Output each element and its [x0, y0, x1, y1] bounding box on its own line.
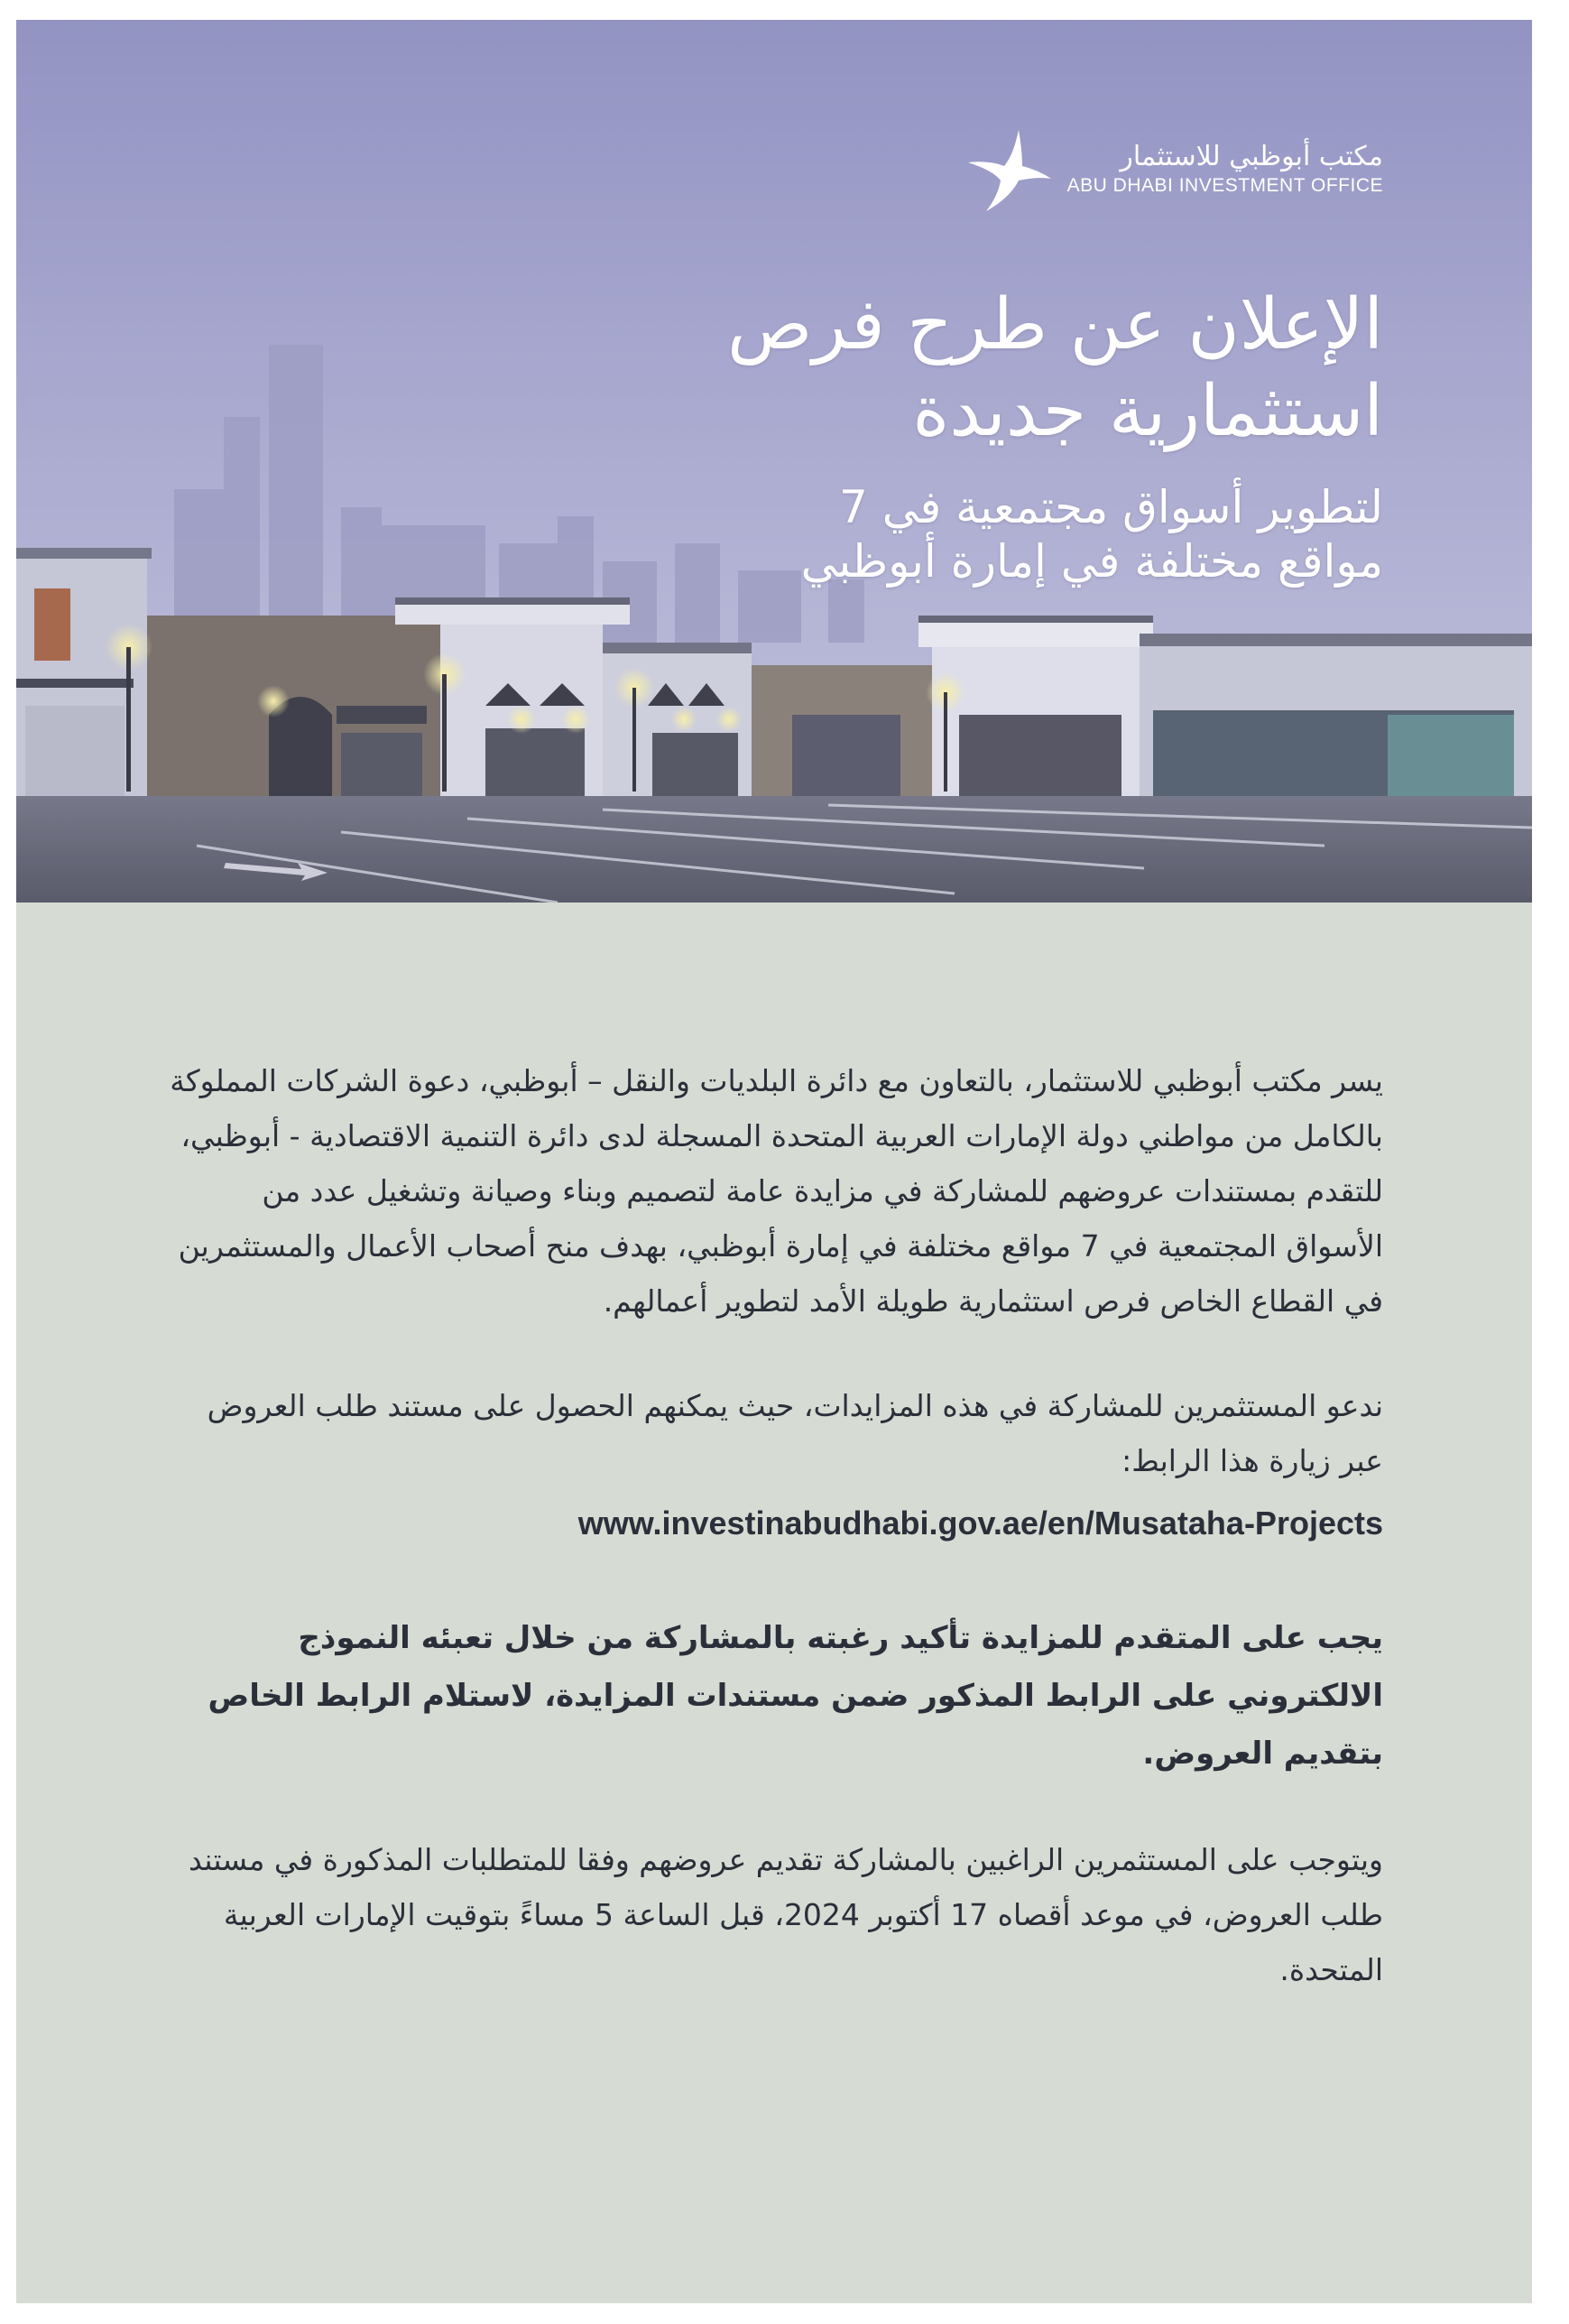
hero-subtitle	[481, 480, 1383, 588]
registration-paragraph: يجب على المتقدم للمزايدة تأكيد رغبته بالمشاركة من خلال تعبئه النموذج الالكتروني على الرابط المذكور ضمن مستندات المزايدة، لاستلام الرابط الخاص بتقديم العروض.	[208, 1620, 1383, 1772]
hero-title-line-1: الإعلان عن طرح فرص	[727, 284, 1383, 366]
hero-title	[481, 282, 1383, 455]
announcement-page	[16, 20, 1532, 2303]
logo-arabic-name: مكتب أبوظبي للاستثمار	[1120, 141, 1383, 172]
hero-banner	[16, 20, 1532, 903]
abu-dhabi-investment-office-logo	[964, 126, 1383, 213]
deadline-paragraph: ويتوجب على المستثمرين الراغبين بالمشاركة تقديم عروضهم وفقا للمتطلبات المذكورة في مستند طلب العروض، في موعد أقصاه 17 أكتوبر 2024، قبل الساعة 5 مساءً بتوقيت الإمارات العربية المتحدة.	[189, 1842, 1383, 1987]
hero-title-line-2: استثمارية جديدة	[912, 371, 1383, 452]
hero-subtitle-line-2: مواقع مختلفة في إمارة أبوظبي	[800, 535, 1383, 588]
announcement-body	[165, 1053, 1383, 2047]
logo-english-name: ABU DHABI INVESTMENT OFFICE	[1066, 175, 1383, 196]
invitation-paragraph: ندعو المستثمرين للمشاركة في هذه المزايدات، حيث يمكنهم الحصول على مستند طلب العروض عبر زيارة هذا الرابط:	[207, 1388, 1383, 1478]
projects-link[interactable]: www.investinabudhabi.gov.ae/en/Musataha-Projects	[577, 1505, 1383, 1542]
falcon-logo-icon	[964, 126, 1055, 213]
hero-subtitle-line-1: لتطوير أسواق مجتمعية في 7	[838, 481, 1383, 533]
intro-paragraph: يسر مكتب أبوظبي للاستثمار، بالتعاون مع دائرة البلديات والنقل – أبوظبي، دعوة الشركات المملوكة بالكامل من مواطني دولة الإمارات العربية المتحدة المسجلة لدى دائرة التنمية الاقتصادية - أبوظبي، للتقدم بمستندات عروضهم للمشاركة في مزايدة عامة لتصميم وبناء وصيانة وتشغيل عدد من الأسواق المجتمعية في 7 مواقع مختلفة في إمارة أبوظبي، بهدف منح أصحاب الأعمال والمستثمرين في القطاع الخاص فرص استثمارية طويلة الأمد لتطوير أعمالهم.	[170, 1063, 1383, 1319]
